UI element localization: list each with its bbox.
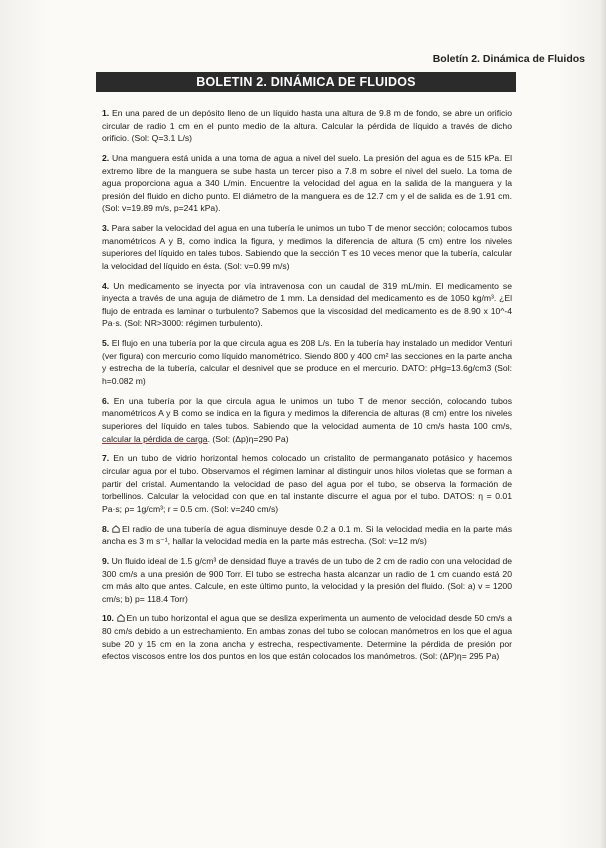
problem-text: En un tubo horizontal el agua que se desliza experimenta un aumento de velocidad desde 50 cm/s a 80 cm/s debido a un estrechamiento. En ambas zonas del tubo se colocan manómetros en los que el agua sube 20 y 15 cm en la zona ancha y estrecha, respectivamente. Determine la pérdida de presión por efectos viscosos entre los dos puntos en los que están colocados los manómetros. (Sol: (ΔP)η= 295 Pa) bbox=[102, 613, 512, 662]
problem-list bbox=[102, 107, 512, 670]
problem-text: En una tubería por la que circula agua le unimos un tubo T de menor sección, colocando tubos manométricos A y B como se indica en la figura y medimos la diferencia de alturas (8 cm) entre los niveles superiores del líquido en tales tubos. Sabiendo que la velocidad aumenta de 10 cm/s hasta 100 cm/s, bbox=[102, 395, 512, 431]
problem-4 bbox=[102, 280, 512, 330]
problem-number: 10. bbox=[102, 613, 114, 624]
problem-3 bbox=[102, 222, 512, 272]
problem-text: Para saber la velocidad del agua en una tubería le unimos un tubo T de menor sección; colocamos tubos manométricos A y B, como indica la figura, y medimos la diferencia de altura (5 cm) entre los niveles superiores del líquido en tales tubos. Sabiendo que la sección T es 10 veces menor que la tubería, calcular la velocidad del líquido en ésta. (Sol: v=0.99 m/s) bbox=[102, 223, 512, 271]
problem-number: 2. bbox=[102, 152, 110, 163]
problem-text: En una pared de un depósito lleno de un líquido hasta una altura de 9.8 m de fondo, se abre un orificio circular de radio 1 cm en el punto medio de la altura. Calcular la pérdida de líquido a través de dicho orificio. (Sol: Q=3.1 L/s) bbox=[102, 108, 512, 144]
page-edge-shadow bbox=[600, 0, 606, 848]
problem-1 bbox=[102, 107, 512, 145]
problem-9 bbox=[102, 555, 512, 605]
problem-text: Una manguera está unida a una toma de agua a nivel del suelo. La presión del agua es de 515 kPa. El extremo libre de la manguera se sube hasta un tercer piso a 7.8 m sobre el nivel del suelo. La toma de agua proporciona agua a 340 L/min. Encuentre la velocidad del agua en la salida de la manguera y la presión del fluido en dicho punto. El diámetro de la manguera es de 12.7 cm y el de salida es de 1.91 cm. (Sol: v=19.89 m/s, p=241 kPa). bbox=[102, 152, 512, 214]
problem-7 bbox=[102, 452, 512, 515]
document-title: BOLETIN 2. DINÁMICA DE FLUIDOS bbox=[96, 72, 516, 92]
problem-8 bbox=[102, 523, 512, 548]
problem-text: El flujo en una tubería por la que circula agua es 208 L/s. En la tubería hay instalado un medidor Venturi (ver figura) con mercurio como líquido manométrico. Siendo 800 y 400 cm² las secciones en la parte ancha y estrecha de la tubería, calcular el desnivel que se produce en el mercurio. DATO: ρHg=13.6g/cm3 (Sol: h=0.082 m) bbox=[102, 338, 513, 387]
problem-text: El radio de una tubería de agua disminuye desde 0.2 a 0.1 m. Si la velocidad media en la parte más ancha es 3 m s⁻¹, hallar la velocidad media en la parte más estrecha. (Sol: v=12 m/s) bbox=[102, 523, 512, 547]
problem-number: 8. bbox=[102, 523, 110, 534]
problem-6 bbox=[102, 395, 512, 445]
problem-number: 4. bbox=[102, 280, 110, 291]
problem-number: 7. bbox=[102, 453, 110, 464]
problem-number: 3. bbox=[102, 223, 110, 234]
problem-2 bbox=[102, 152, 512, 215]
problem-10 bbox=[102, 612, 512, 662]
problem-number: 5. bbox=[102, 338, 110, 349]
problem-text: En un tubo de vidrio horizontal hemos colocado un cristalito de permanganato potásico y hacemos circular agua por el tubo. Observamos el régimen laminar al distinguir unos hilos violetas que se forman a partir del cristal. Aumentando la velocidad de paso del agua por el tubo, se observa la formación de torbellinos. Calcular la velocidad con que en tal instante discurre el agua por el tubo. DATOS: η = 0.01 Pa·s; ρ= 1g/cm³; r = 0.5 cm. (Sol: v=240 cm/s) bbox=[102, 453, 512, 514]
underlined-phrase: calcular la pérdida de carga bbox=[102, 433, 208, 444]
house-outline-icon bbox=[112, 525, 120, 533]
running-header: Boletín 2. Dinámica de Fluidos bbox=[432, 53, 585, 65]
problem-number: 9. bbox=[102, 555, 110, 566]
house-outline-icon bbox=[117, 614, 125, 622]
problem-text-end: . (Sol: (Δp)η=290 Pa) bbox=[207, 433, 289, 444]
problem-number: 6. bbox=[102, 395, 110, 406]
problem-5 bbox=[102, 337, 512, 387]
problem-text: Un fluido ideal de 1.5 g/cm³ de densidad fluye a través de un tubo de 2 cm de radio con una velocidad de 300 cm/s a una presión de 900 Torr. El tubo se estrecha hasta alcanzar un radio de 1 cm cuando está 20 cm más alto que antes. Calcule, en este último punto, la velocidad y la presión del fluido. (Sol: a) v = 1200 cm/s; b) p= 118.4 Torr) bbox=[102, 555, 513, 604]
problem-number: 1. bbox=[102, 108, 110, 118]
problem-text: Un medicamento se inyecta por vía intravenosa con un caudal de 319 mL/min. El medicamento se inyecta a través de una aguja de diámetro de 1 mm. La densidad del medicamento es de 1050 kg/m³. ¿El flujo de entrada es laminar o turbulento? Sabemos que la viscosidad del medicamento es de 8.90 x 10^-4 Pa·s. (Sol: NR>3000: régimen turbulento). bbox=[102, 280, 512, 329]
